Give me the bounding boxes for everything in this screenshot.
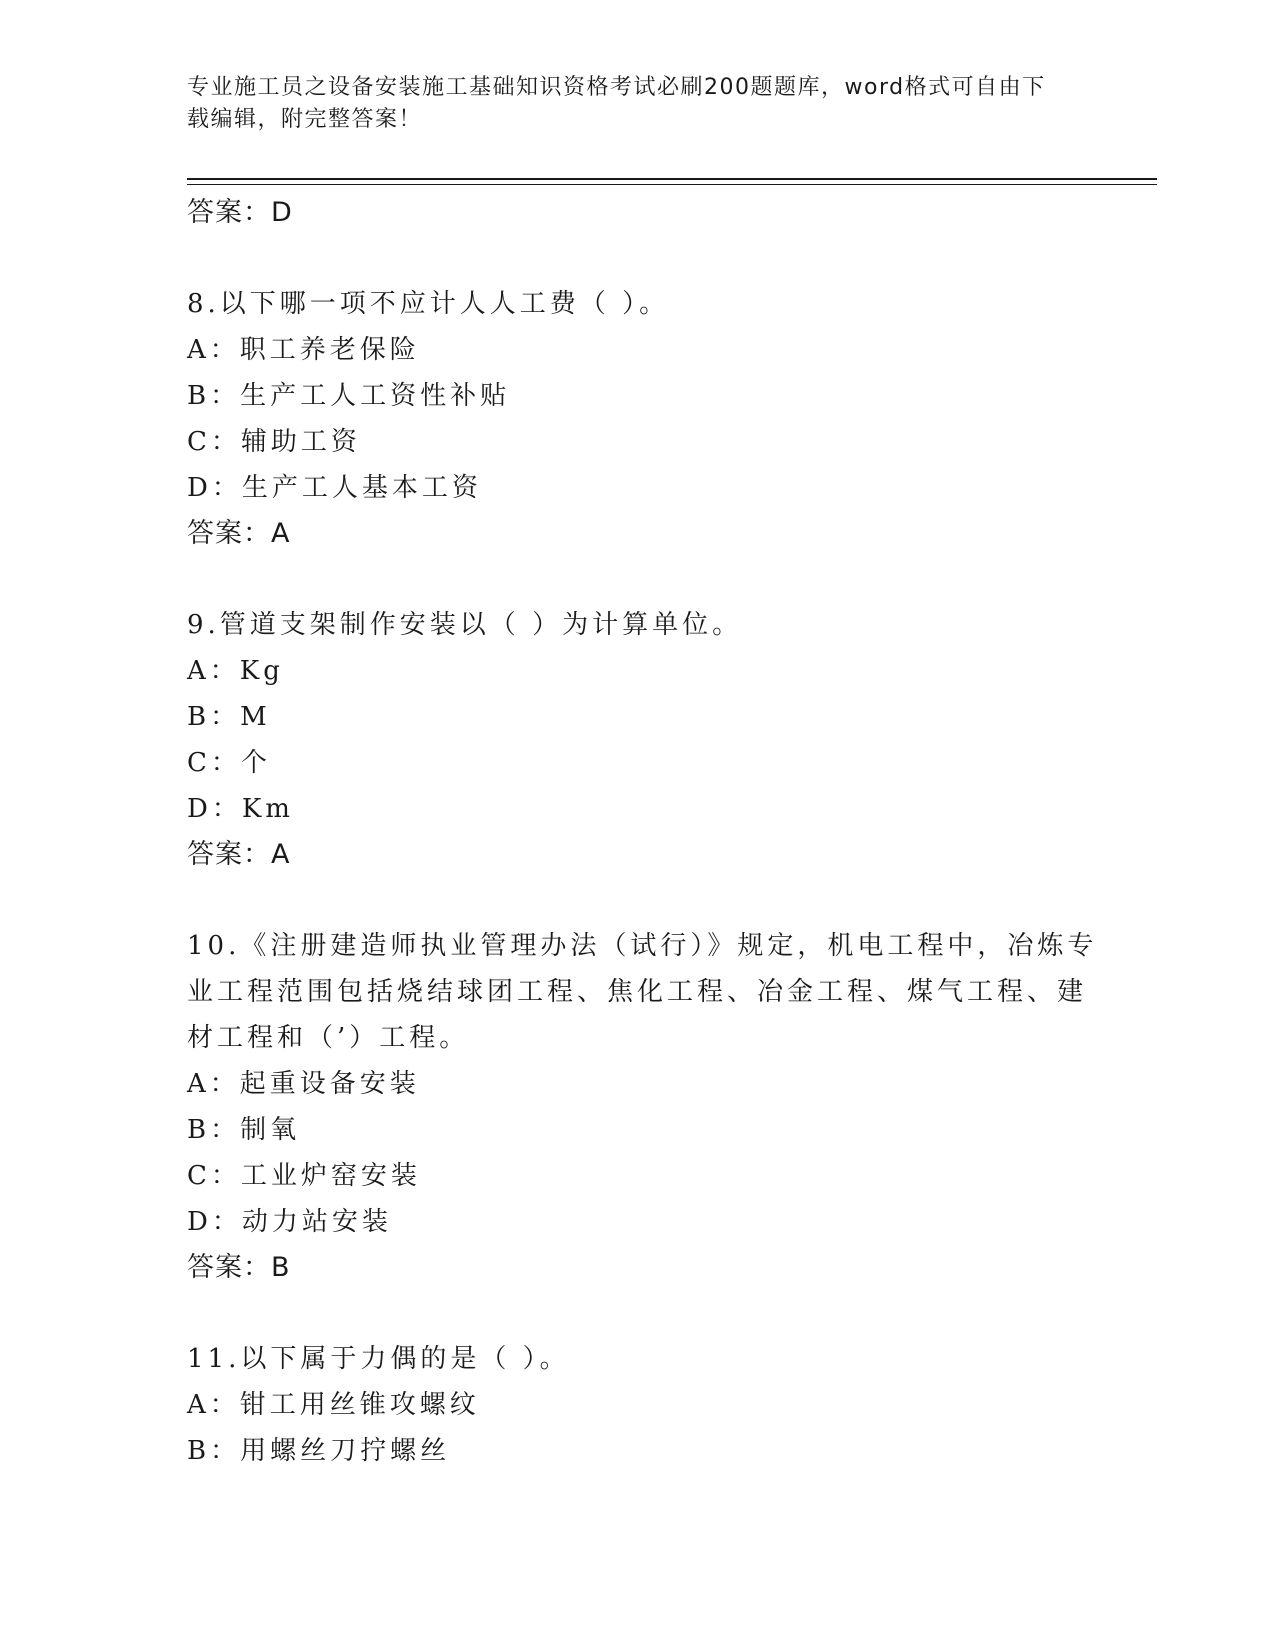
document-header (187, 72, 1067, 136)
question-9 (187, 602, 1087, 878)
option-c: C：个 (187, 748, 271, 778)
header-divider-thick (187, 178, 1157, 180)
option-a: A：起重设备安装 (187, 1069, 420, 1099)
header-text: 专业施工员之设备安装施工基础知识资格考试必刷200题题库，word格式可自由下载编辑，附完整答案！ (187, 75, 1046, 132)
option-b: B：生产工人工资性补贴 (187, 381, 511, 411)
spacer (187, 236, 1087, 281)
spacer (187, 1291, 1087, 1336)
answer-line: 答案：D (187, 197, 293, 228)
question-stem-line-3: 材工程和（’）工程。 (187, 1023, 470, 1053)
question-list (187, 190, 1098, 1474)
header-divider-thin (187, 184, 1157, 185)
option-b: B：M (187, 702, 271, 732)
answer-line: 答案：B (187, 1252, 291, 1283)
question-10 (187, 923, 1098, 1291)
option-d: D：Km (187, 794, 294, 824)
option-b: B：制氧 (187, 1115, 301, 1145)
option-a: A：钳工用丝锥攻螺纹 (187, 1390, 480, 1420)
option-a: A：职工养老保险 (187, 335, 420, 365)
spacer (187, 878, 1087, 923)
spacer (187, 557, 1087, 602)
option-c: C：辅助工资 (187, 427, 361, 457)
option-d: D：生产工人基本工资 (187, 473, 482, 503)
question-stem: 9.管道支架制作安装以（ ）为计算单位。 (187, 610, 743, 640)
question-stem: 8.以下哪一项不应计人人工费（ ）。 (187, 289, 670, 319)
question-stem-line-2: 业工程范围包括烧结球团工程、焦化工程、冶金工程、煤气工程、建 (187, 977, 1088, 1007)
option-b: B：用螺丝刀拧螺丝 (187, 1436, 451, 1466)
question-11 (187, 1336, 1087, 1474)
question-stem-line-1: 10.《注册建造师执业管理办法（试行）》规定，机电工程中，冶炼专 (187, 931, 1098, 961)
option-d: D：动力站安装 (187, 1207, 392, 1237)
answer-line: 答案：A (187, 839, 291, 870)
question-8 (187, 281, 1087, 557)
answer-line: 答案：A (187, 518, 291, 549)
option-c: C：工业炉窑安装 (187, 1161, 421, 1191)
question-stem: 11.以下属于力偶的是（ ）。 (187, 1344, 570, 1374)
option-a: A：Kg (187, 656, 284, 686)
